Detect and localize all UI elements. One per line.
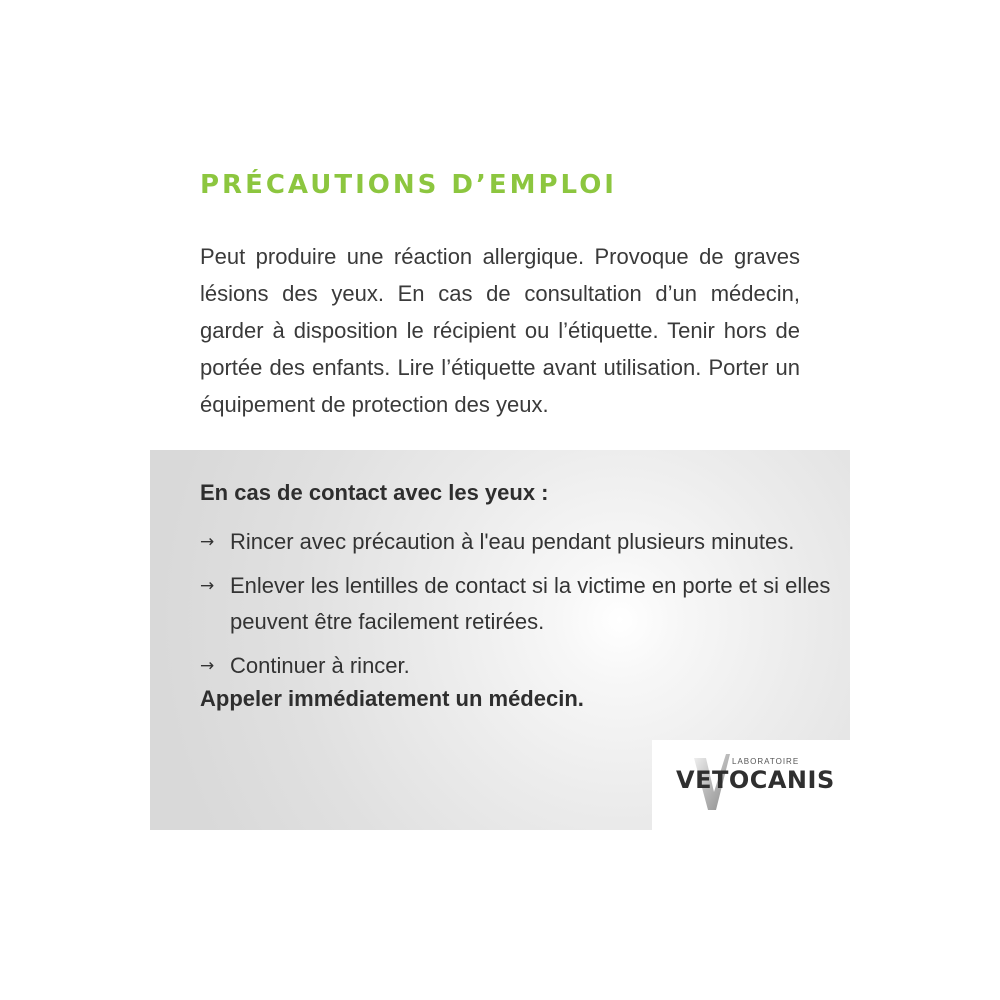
list-item [200, 568, 840, 640]
logo-subtitle: LABORATOIRE [732, 757, 800, 766]
arrow-icon: → [200, 532, 215, 552]
vetocanis-logo [652, 740, 850, 830]
list-item [200, 648, 840, 684]
step-text: Rincer avec précaution à l'eau pendant plusieurs minutes. [230, 529, 795, 554]
arrow-icon: → [200, 576, 215, 596]
logo-wordmark: VETOCANIS [676, 766, 835, 794]
arrow-icon: → [200, 656, 215, 676]
step-text: Enlever les lentilles de contact si la victime en porte et si elles peuvent être facilement retirées. [230, 573, 831, 634]
closing-instruction: Appeler immédiatement un médecin. [200, 686, 584, 711]
step-text: Continuer à rincer. [230, 653, 410, 678]
panel-heading: En cas de contact avec les yeux : [200, 480, 549, 505]
page-title: PRÉCAUTIONS D’EMPLOI [200, 170, 617, 200]
list-item [200, 524, 840, 560]
steps-list [200, 524, 840, 692]
intro-paragraph: Peut produire une réaction allergique. Provoque de graves lésions des yeux. En cas de consultation d’un médecin, garder à disposition le récipient ou l’étiquette. Tenir hors de portée des enfants. Lire l’étiquette avant utilisation. Porter un équipement de protection des yeux. [200, 244, 800, 417]
